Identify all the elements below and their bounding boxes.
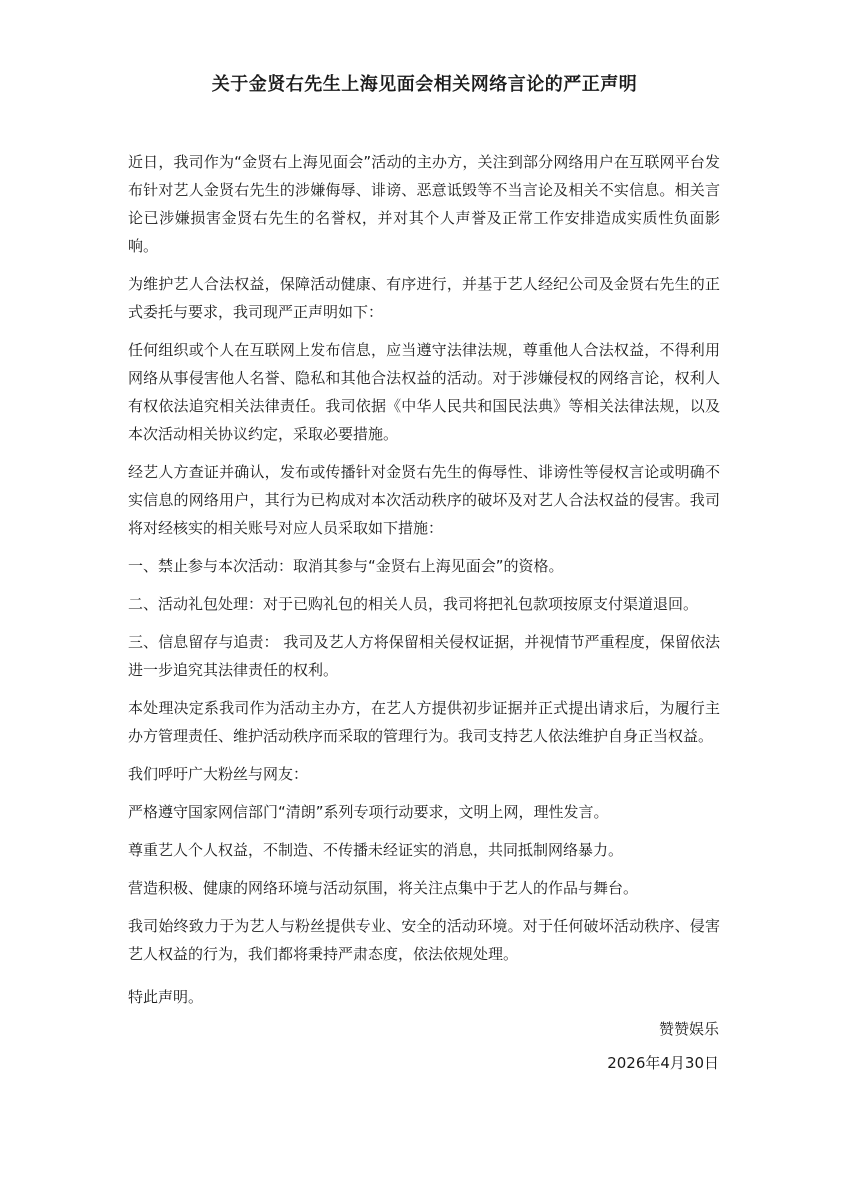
closing-statement: 特此声明。 bbox=[128, 988, 204, 1006]
signature-company: 赞赞娱乐 bbox=[658, 1020, 719, 1038]
paragraph-legal-basis: 任何组织或个人在互联网上发布信息，应当遵守法律法规，尊重他人合法权益，不得利用网络从事侵害他人名誉、隐私和其他合法权益的活动。对于涉嫌侵权的网络言论，权利人有权依法追究相关法律责任。我司依据《中华人民共和国民法典》等相关法律法规，以及本次活动相关协议约定，采取必要措施。 bbox=[128, 341, 720, 443]
signature-date: 2026年4月30日 bbox=[607, 1054, 719, 1072]
paragraph-purpose: 为维护艺人合法权益，保障活动健康、有序进行，并基于艺人经纪公司及金贤右先生的正式委托与要求，我司现严正声明如下： bbox=[128, 275, 720, 321]
measure-item-1: 一、禁止参与本次活动：取消其参与“金贤右上海见面会”的资格。 bbox=[128, 557, 564, 575]
paragraph-intro: 近日，我司作为“金贤右上海见面会”活动的主办方，关注到部分网络用户在互联网平台发布针对艺人金贤右先生的涉嫌侮辱、诽谤、恶意诋毁等不当言论及相关不实信息。相关言论已涉嫌损害金贤右先生的名誉权，并对其个人声誉及正常工作安排造成实质性负面影响。 bbox=[128, 153, 720, 255]
document-body bbox=[128, 148, 720, 978]
appeal-item-2: 尊重艺人个人权益，不制造、不传播未经证实的消息，共同抵制网络暴力。 bbox=[128, 841, 624, 859]
paragraph-appeal-heading: 我们呼吁广大粉丝与网友： bbox=[128, 765, 309, 783]
appeal-item-3: 营造积极、健康的网络环境与活动氛围，将关注点集中于艺人的作品与舞台。 bbox=[128, 879, 639, 897]
document-title: 关于金贤右先生上海见面会相关网络言论的严正声明 bbox=[211, 74, 638, 95]
paragraph-decision: 本处理决定系我司作为活动主办方，在艺人方提供初步证据并正式提出请求后，为履行主办方管理责任、维护活动秩序而采取的管理行为。我司支持艺人依法维护自身正当权益。 bbox=[128, 699, 720, 745]
paragraph-commitment: 我司始终致力于为艺人与粉丝提供专业、安全的活动环境。对于任何破坏活动秩序、侵害艺人权益的行为，我们都将秉持严肃态度，依法依规处理。 bbox=[128, 917, 720, 963]
paragraph-findings: 经艺人方查证并确认，发布或传播针对金贤右先生的侮辱性、诽谤性等侵权言论或明确不实信息的网络用户，其行为已构成对本次活动秩序的破坏及对艺人合法权益的侵害。我司将对经核实的相关账号对应人员采取如下措施： bbox=[128, 463, 720, 537]
appeal-item-1: 严格遵守国家网信部门“清朗”系列专项行动要求，文明上网，理性发言。 bbox=[128, 803, 609, 821]
measure-item-3: 三、信息留存与追责： 我司及艺人方将保留相关侵权证据，并视情节严重程度，保留依法进一步追究其法律责任的权利。 bbox=[128, 633, 720, 679]
measure-item-2: 二、活动礼包处理：对于已购礼包的相关人员，我司将把礼包款项按原支付渠道退回。 bbox=[128, 595, 699, 613]
